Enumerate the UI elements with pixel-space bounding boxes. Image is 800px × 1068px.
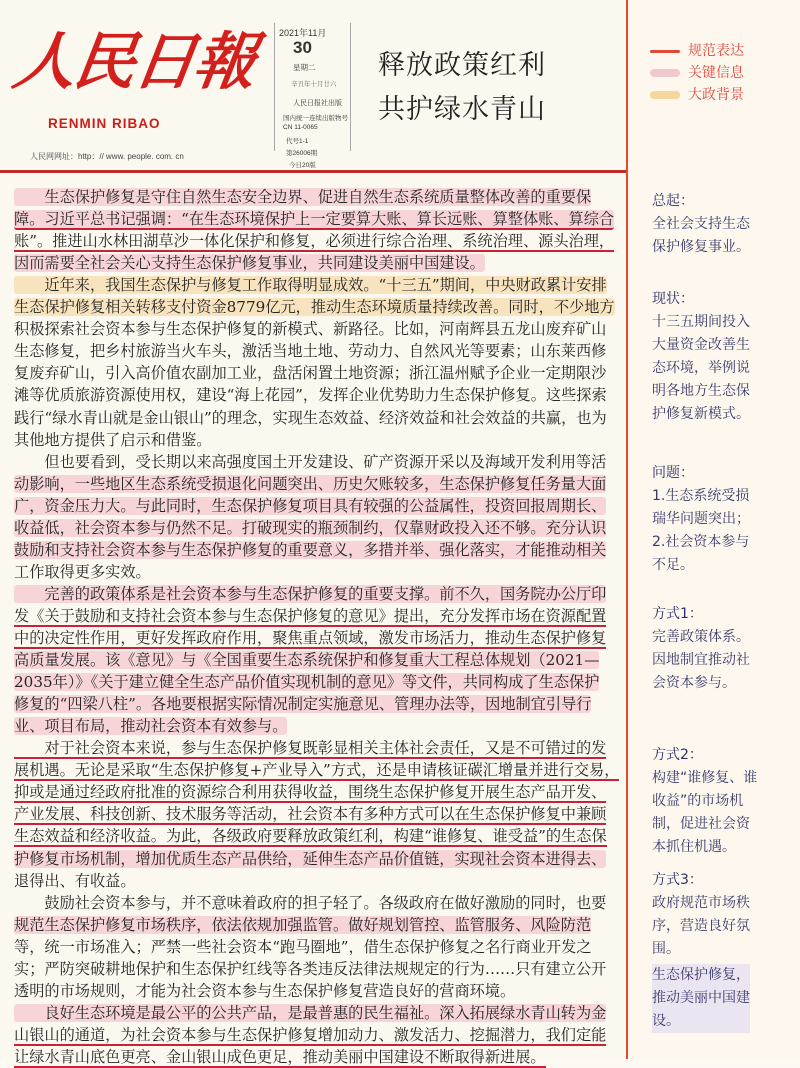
body-line-text: 近年来，我国生态保护与修复工作取得明显成效。“十三五”期间，中央财政累计安排 (14, 276, 607, 295)
logo-chinese: 人民日報 (8, 25, 260, 98)
note-body: 十三五期间投入 大量资金改善生 态环境，举例说 明各地方生态保 护修复新模式。 (652, 314, 750, 422)
body-line (14, 781, 606, 803)
body-line-text: 对于社会资本来说，参与生态保护修复既彰显相关主体社会责任，又是不可错过的发 (14, 739, 607, 758)
note-body: 生态保护修复， 推动美丽中国建 设。 (652, 967, 750, 1029)
body-line (14, 671, 599, 693)
note-title: 现状： (652, 291, 694, 307)
body-line (14, 825, 607, 847)
body-line (14, 186, 591, 208)
note-title: 方式3： (652, 872, 703, 888)
note-body: 1.生态系统受损 瑞华问题突出； 2.社会资本参与 不足。 (652, 488, 750, 573)
publisher: 人民日报社出版 (293, 100, 342, 107)
yellow-swatch (650, 91, 680, 99)
body-line (14, 252, 485, 274)
body-line-text: 展机遇。无论是采取“生态保护修复+产业导入”方式，还是申请核证碳汇增量并进行交易， (14, 761, 620, 780)
body-line (14, 892, 606, 914)
issue-year-month: 2021年11月 (279, 28, 327, 38)
body-line-text: 山银山的通道，为社会资本参与生态保护修复增加动力、激发活力、挖掘潜力，我们定能 (14, 1025, 607, 1044)
body-line-text: 护修复市场机制，增加优质生态产品供给，延伸生态产品价值链，实现社会资本进得去、 (14, 849, 607, 868)
note-title: 问题： (652, 465, 694, 481)
body-line (14, 230, 614, 252)
body-line-text: 透明的市场规则，才能为社会资本参与生态保护修复营造良好的营商环境。 (14, 981, 516, 1000)
body-line (14, 980, 515, 1002)
note-conclusion (652, 964, 750, 1033)
body-line-text: 鼓励社会资本参与，并不意味着政府的担子轻了。各级政府在做好激励的同时，也要 (14, 893, 607, 912)
body-line (14, 473, 606, 495)
issue-number: 第26006期 (286, 150, 318, 157)
body-line-text: 复废弃矿山，引入高价值农副加工业，盘活闲置土地资源；浙江温州赋予企业一定期限沙 (14, 364, 607, 383)
body-line-text: 因而需要全社会关心支持生态保护修复事业，共同建设美丽中国建设。 (14, 254, 485, 273)
body-line-text: 修复的“四梁八柱”。各地要根据实际情况制定实施意见、管理办法等，因地制宜引导行 (14, 695, 592, 714)
legend-item (650, 84, 744, 104)
body-line-text: 规范生态保护修复市场秩序，依法依规加强监管。做好规划管控、监管服务、风险防范 (14, 915, 592, 934)
note-title: 方式1： (652, 606, 703, 622)
logo-english: RENMIN RIBAO (48, 116, 161, 131)
body-line (14, 407, 607, 429)
body-line (14, 340, 606, 362)
issue-day: 30 (293, 38, 312, 57)
body-line (14, 870, 136, 892)
headline-line: 释放政策红利 (378, 50, 546, 81)
body-line-text: 其他地方提供了启示和借鉴。 (14, 430, 212, 449)
headline-line: 共护绿水青山 (378, 94, 546, 125)
body-line (14, 759, 619, 781)
note-summary (652, 190, 750, 259)
body-line-text: 鼓励和支持社会资本参与生态保护修复的重要意义，多措并举、强化落实，才能推动相关 (14, 540, 607, 559)
pink-swatch (650, 69, 680, 77)
body-line (14, 583, 606, 605)
note-body: 构建“谁修复、谁 收益”的市场机 制，促进社会资 本抓住机遇。 (652, 770, 758, 855)
body-line-text: 高质量发展。该《意见》与《全国重要生态系统保护和修复重大工程总体规划（2021— (14, 651, 600, 670)
issue-weekday: 星期二 (293, 63, 316, 72)
body-line-text: 中的决定性作用，更好发挥政府作用，聚焦重点领域，激发市场活力，推动生态保护修复 (14, 629, 607, 647)
body-line-text: 让绿水青山底色更亮、金山银山成色更足，推动美丽中国建设不断取得新进展。 (14, 1047, 546, 1066)
body-line (14, 384, 607, 406)
note-method-2 (652, 744, 757, 859)
body-line (14, 914, 591, 936)
body-line (14, 429, 211, 451)
body-line-text: 践行“绿水青山就是金山银山”的理念，实现生态效益、经济效益和社会效益的共赢，也为 (14, 408, 607, 427)
body-line-text: 工作取得更多实效。 (14, 562, 151, 581)
body-line (14, 208, 614, 230)
body-line (14, 539, 606, 561)
body-line (14, 693, 591, 715)
body-line (14, 495, 606, 517)
body-line (14, 649, 599, 671)
body-line (14, 274, 607, 296)
body-line-text: 完善的政策体系是社会资本参与生态保护修复的重要支撑。前不久，国务院办公厅印 (14, 584, 607, 603)
margin-divider (626, 0, 628, 1059)
masthead-logo (8, 22, 260, 131)
body-line-text: 良好生态环境是最公平的公共产品，是最普惠的民生福祉。深入拓展绿水青山转为金 (14, 1003, 607, 1022)
body-line-text: 但也要看到，受长期以来高强度国土开发建设、矿产资源开采以及海域开发利用等活 (14, 452, 607, 471)
body-line-text: 账”。推进山水林田湖草沙一体化保护和修复，必须进行综合治理、系统治理、源头治理， (14, 232, 615, 251)
body-line-text: 抑或是通过经政府批准的资源综合利用获得收益，围绕生态保护修复开展生态产品开发、 (14, 783, 607, 802)
body-line (14, 451, 606, 473)
note-method-1 (652, 603, 750, 695)
body-line-text: 业、项目布局，推动社会资本有效参与。 (14, 717, 288, 736)
body-line-text: 等，统一市场准入；严禁一些社会资本“跑马圈地”，借生态保护修复之名行商业开发之 (14, 937, 592, 956)
body-line (14, 1002, 606, 1024)
body-line (14, 362, 606, 384)
body-line-text: 动影响，一些地区生态系统受损退化问题突出、历史欠账较多，生态保护修复任务量大面 (14, 474, 607, 493)
body-line (14, 627, 606, 649)
issue-code: CN 11-0065 (283, 124, 318, 131)
body-line (14, 958, 606, 980)
note-body: 完善政策体系。 因地制宜推动社 会资本参与。 (652, 629, 750, 691)
body-line (14, 296, 615, 318)
note-problem (652, 462, 750, 577)
note-body: 政府规范市场秩 序，营造良好氛 围。 (652, 895, 750, 957)
body-line (14, 936, 591, 958)
body-line (14, 848, 606, 870)
body-line (14, 1046, 546, 1068)
legend-item (650, 62, 744, 82)
body-line-text: 生态效益和经济收益。为此，各级政府要释放政策红利，构建“谁修复、谁受益”的生态保 (14, 827, 607, 846)
issue-lunar-date: 辛丑年十月廿六 (291, 81, 337, 88)
article-headline (378, 44, 546, 132)
legend-label: 关键信息 (688, 65, 744, 81)
body-line (14, 561, 151, 583)
body-line (14, 1024, 606, 1046)
issue-code: 国内统一连续出版物号 (283, 115, 348, 122)
body-line-text: 产业发展、科技创新、技术服务等活动，社会资本有多种方式可以在生态保护修复中兼顾 (14, 805, 607, 824)
underline-swatch (650, 50, 680, 53)
note-title: 方式2： (652, 747, 703, 763)
note-body: 全社会支持生态 保护修复事业。 (652, 216, 750, 255)
body-line-text: 生态修复，把乡村旅游当火车头，激活当地土地、劳动力、自然风光等要素；山东莱西修 (14, 342, 607, 361)
website-line: 人民网网址：http：// www. people. com. cn (30, 152, 184, 161)
body-line (14, 715, 287, 737)
body-line (14, 737, 606, 759)
issue-code: 代号1-1 (286, 138, 309, 145)
body-line-text: 发《关于鼓励和支持社会资本参与生态保护修复的意见》提出，充分发挥市场在资源配置 (14, 606, 607, 625)
body-line (14, 803, 606, 825)
legend-label: 大政背景 (688, 87, 744, 103)
body-line-text: 实；严防突破耕地保护和生态保护红线等各类违反法律法规规定的行为……只有建立公开 (14, 959, 607, 978)
issue-info (263, 22, 358, 169)
masthead-rule (0, 170, 626, 173)
body-line (14, 318, 606, 340)
note-title: 总起： (652, 193, 694, 209)
body-line-text: 滩等优质旅游资源使用权，建设“海上花园”，发挥企业优势助力生态保护修复。这些探索 (14, 386, 607, 405)
body-line-text: 生态保护修复相关转移支付资金8779亿元，推动生态环境质量持续改善。同时，不少地方 (14, 298, 615, 317)
legend-label: 规范表达 (688, 43, 744, 59)
body-line-text: 障。习近平总书记强调：“在生态环境保护上一定要算大账、算长远账、算整体账、算综合 (14, 210, 615, 229)
body-line-text: 2035年）》《关于建立健全生态产品价值实现机制的意见》等文件，共同构成了生态保护 (14, 673, 600, 692)
body-line-text: 退得出、有收益。 (14, 871, 136, 890)
page-count: 今日20版 (289, 162, 316, 169)
body-line-text: 广，资金压力大。与此同时，生态保护修复项目具有较强的公益属性，投资回报周期长、 (14, 496, 607, 515)
body-line-text: 积极探索社会资本参与生态保护修复的新模式、新路径。比如，河南辉县五龙山废弃矿山 (14, 320, 607, 339)
body-line (14, 517, 606, 539)
note-status (652, 288, 750, 426)
body-line-text: 生态保护修复是守住自然生态安全边界、促进自然生态系统质量整体改善的重要保 (14, 188, 592, 206)
legend-item (650, 40, 744, 60)
body-line-text: 收益低，社会资本参与仍然不足。打破现实的瓶颈制约，仅靠财政投入还不够。充分认识 (14, 518, 607, 537)
body-line (14, 605, 606, 627)
note-method-3 (652, 869, 750, 961)
